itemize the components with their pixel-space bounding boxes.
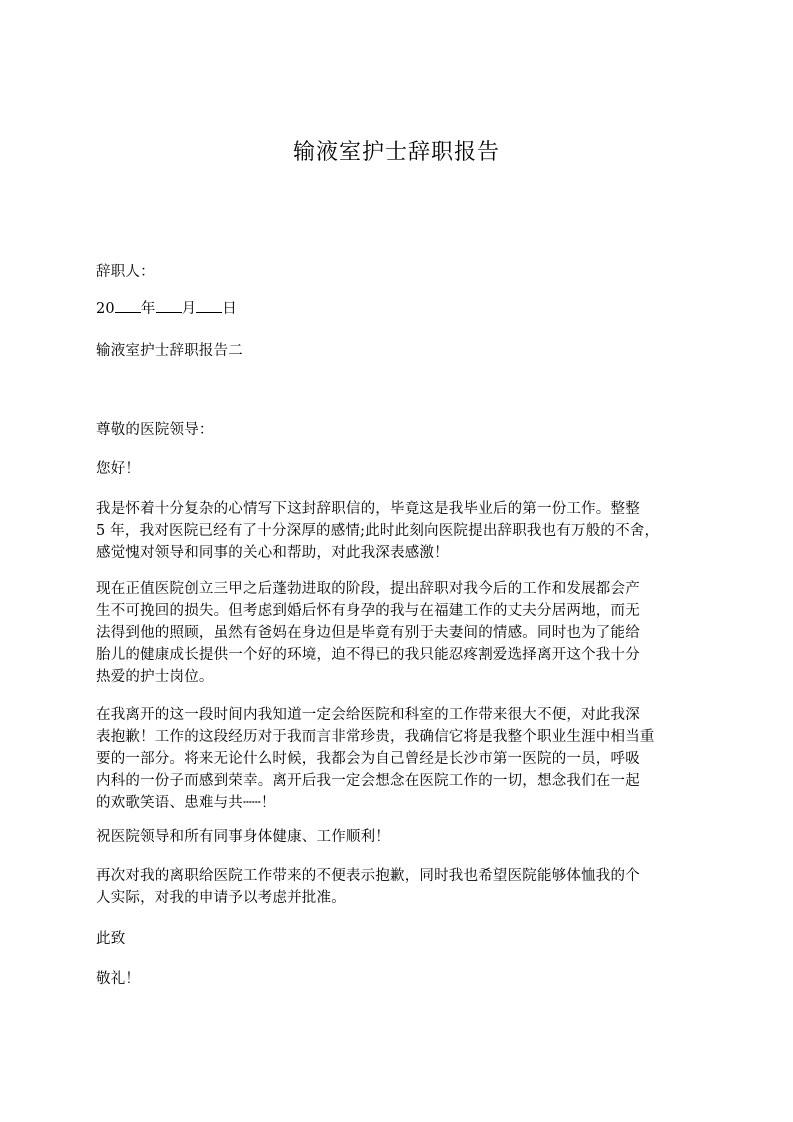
paragraph-line: 我是怀着十分复杂的心情写下这封辞职信的，毕竟这是我毕业后的第一份工作。整整 <box>96 501 640 517</box>
paragraph-line: 的欢歌笑语、患难与共┄┄！ <box>96 795 276 811</box>
day-blank <box>196 300 222 313</box>
paragraph-line: 表抱歉！工作的这段经历对于我而言非常珍贵，我确信它将是我整个职业生涯中相当重 <box>96 729 655 745</box>
document-title: 输液室护士辞职报告 <box>292 140 500 165</box>
paragraph-1 <box>96 498 700 564</box>
document-subtitle: 输液室护士辞职报告二 <box>96 343 243 359</box>
paragraph-line: 生不可挽回的损失。但考虑到婚后怀有身孕的我与在福建工作的丈夫分居两地，而无 <box>96 603 640 619</box>
paragraph-4 <box>96 826 700 848</box>
greeting: 您好！ <box>96 461 141 477</box>
paragraph-line: 要的一部分。将来无论什么时候，我都会为自己曾经是长沙市第一医院的一员，呼吸 <box>96 751 640 767</box>
closing-line-1: 此致 <box>96 931 126 947</box>
year-blank <box>115 300 141 313</box>
paragraph-line: 在我离开的这一段时间内我知道一定会给医院和科室的工作带来很大不便，对此我深 <box>96 707 640 723</box>
date-line <box>96 298 700 320</box>
paragraph-line: 热爱的护士岗位。 <box>96 669 214 685</box>
paragraph-line: 祝医院领导和所有同事身体健康、工作顺利！ <box>96 829 390 845</box>
paragraph-line: 再次对我的离职给医院工作带来的不便表示抱歉，同时我也希望医院能够体恤我的个 <box>96 868 640 884</box>
paragraph-3 <box>96 704 700 814</box>
paragraph-line: 内科的一份子而感到荣幸。离开后我一定会想念在医院工作的一切，想念我们在一起 <box>96 773 640 789</box>
paragraph-line: 现在正值医院创立三甲之后蓬勃进取的阶段，提出辞职对我今后的工作和发展都会产 <box>96 581 640 597</box>
date-year-label: 年 <box>140 301 156 317</box>
signature-label: 辞职人： <box>96 264 155 280</box>
date-day-label: 日 <box>222 301 237 317</box>
closing-line-2: 敬礼！ <box>96 971 141 987</box>
paragraph-line: 5 年，我对医院已经有了十分深厚的感情;此时此刻向医院提出辞职我也有万般的不舍， <box>96 523 660 539</box>
paragraph-2 <box>96 578 700 688</box>
date-month-label: 月 <box>181 301 197 317</box>
date-year-prefix: 20 <box>96 301 115 317</box>
paragraph-line: 感觉愧对领导和同事的关心和帮助，对此我深表感激！ <box>96 545 449 561</box>
month-blank <box>156 300 182 313</box>
paragraph-line: 胎儿的健康成长提供一个好的环境，迫不得已的我只能忍疼割爱选择离开这个我十分 <box>96 647 640 663</box>
salutation: 尊敬的医院领导： <box>96 422 214 438</box>
paragraph-line: 人实际，对我的申请予以考虑并批准。 <box>96 890 346 906</box>
paragraph-line: 法得到他的照顾，虽然有爸妈在身边但是毕竟有别于夫妻间的情感。同时也为了能给 <box>96 625 640 641</box>
paragraph-5 <box>96 865 700 909</box>
